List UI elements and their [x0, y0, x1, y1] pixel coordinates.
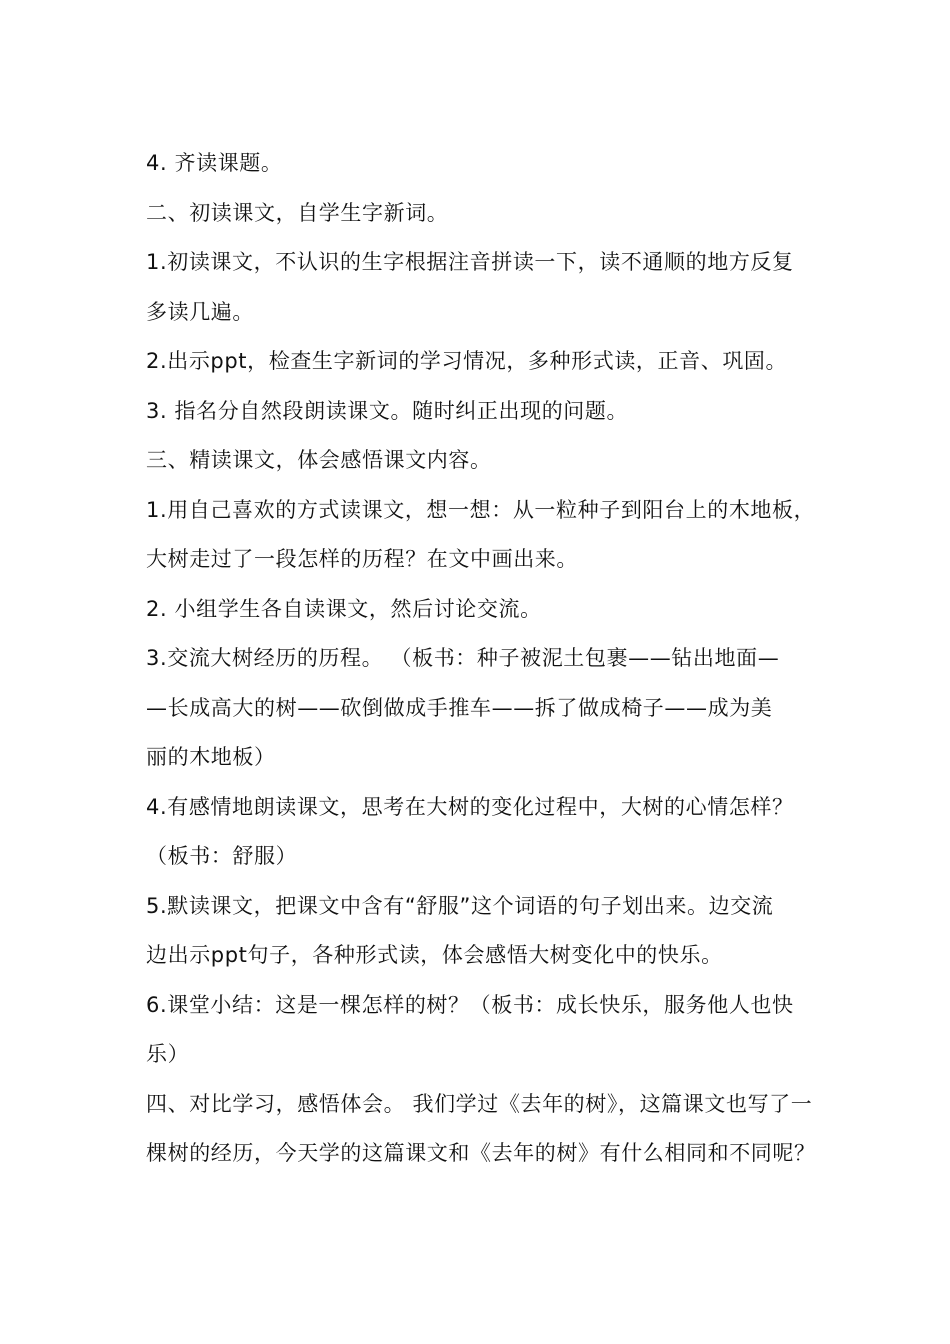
text-line: 3.交流大树经历的历程。 （板书：种子被泥土包裹——钻出地面— [146, 646, 780, 670]
text-line: （板书：舒服） [146, 844, 298, 868]
text-line: 多读几遍。 [146, 299, 254, 324]
lesson-plan-text [146, 139, 816, 1179]
text-line: 1.用自己喜欢的方式读课文，想一想：从一粒种子到阳台上的木地板， [146, 497, 816, 522]
text-line: 6.课堂小结：这是一棵怎样的树？（板书：成长快乐，服务他人也快 [146, 992, 794, 1017]
text-line: 乐） [146, 1042, 190, 1066]
text-line: 边出示ppt句子，各种形式读，体会感悟大树变化中的快乐。 [146, 943, 723, 967]
section-heading-2: 二、初读课文，自学生字新词。 [146, 200, 449, 225]
text-line: 4. 齐读课题。 [146, 151, 283, 175]
section-heading-3: 三、精读课文，体会感悟课文内容。 [146, 448, 492, 472]
text-line: 1.初读课文，不认识的生字根据注音拼读一下，读不通顺的地方反复 [146, 250, 794, 274]
text-line: 3. 指名分自然段朗读课文。随时纠正出现的问题。 [146, 398, 629, 423]
text-line: 棵树的经历，今天学的这篇课文和《去年的树》有什么相同和不同呢？ [146, 1141, 816, 1165]
text-line: 4.有感情地朗读课文，思考在大树的变化过程中，大树的心情怎样？ [146, 794, 794, 819]
text-line: 丽的木地板） [146, 745, 276, 769]
text-line: —长成高大的树——砍倒做成手推车——拆了做成椅子——成为美 [146, 695, 773, 720]
text-line: 2. 小组学生各自读课文，然后讨论交流。 [146, 596, 542, 621]
text-line: 大树走过了一段怎样的历程？在文中画出来。 [146, 547, 578, 571]
section-heading-4: 四、对比学习，感悟体会。 我们学过《去年的树》，这篇课文也写了一 [146, 1091, 813, 1116]
text-line: 5.默读课文，把课文中含有“舒服”这个词语的句子划出来。边交流 [146, 893, 774, 918]
text-line: 2.出示ppt，检查生字新词的学习情况，多种形式读，正音、巩固。 [146, 349, 788, 373]
